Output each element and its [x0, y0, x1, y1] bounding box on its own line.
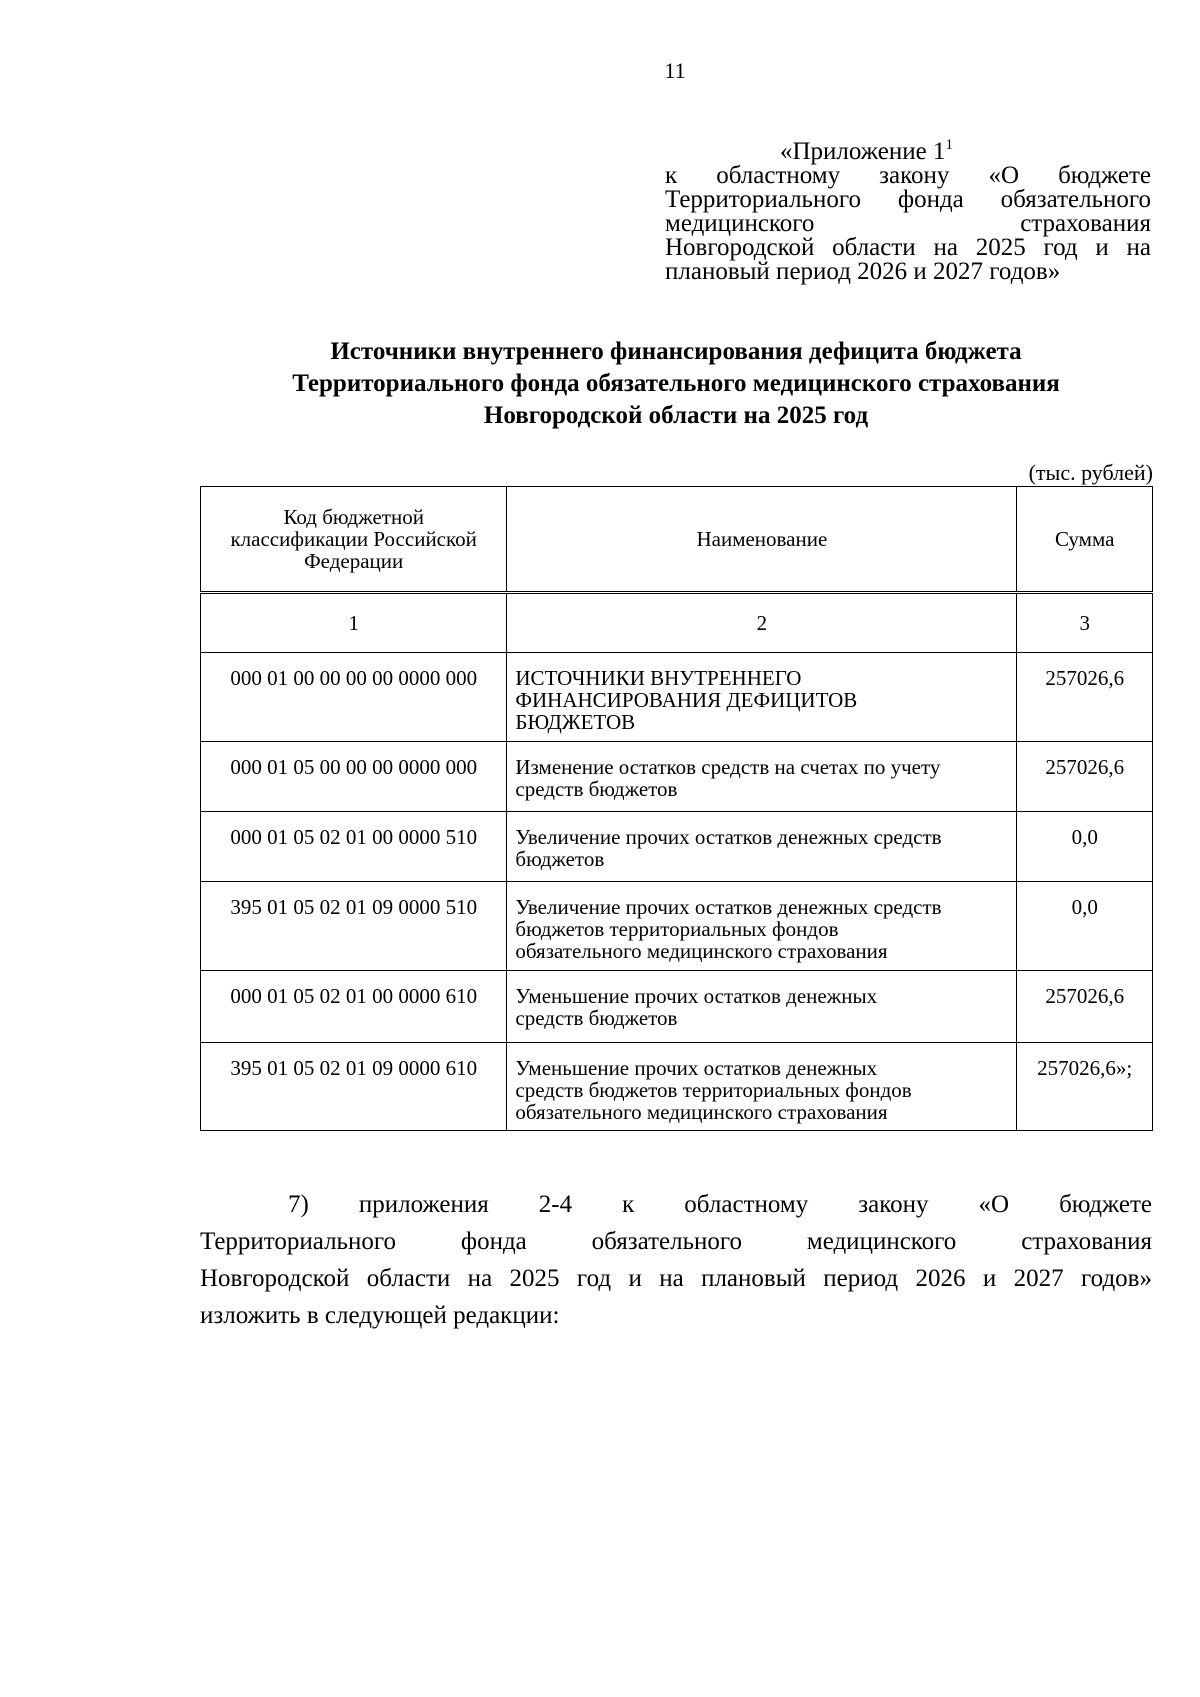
- row-name: ИСТОЧНИКИ ВНУТРЕННЕГО ФИНАНСИРОВАНИЯ ДЕФИЦИТОВ БЮДЖЕТОВ: [507, 653, 1017, 742]
- paragraph-line: 7) приложения 2-4 к областному закону «О бюджете: [288, 1191, 1152, 1218]
- appendix-line: к областному закону «О бюджете: [665, 162, 1151, 189]
- row-code: 000 01 05 00 00 00 0000 000: [201, 742, 507, 812]
- row-sum: 257026,6: [1017, 742, 1153, 812]
- header-sum: Сумма: [1017, 487, 1153, 593]
- table-row: [201, 882, 1153, 971]
- row-sum: 0,0: [1017, 882, 1153, 971]
- row-name: Изменение остатков средств на счетах по учету средств бюджетов: [507, 742, 1017, 812]
- paragraph-line: Территориального фонда обязательного медицинского страхования: [200, 1228, 1152, 1255]
- table-row: [201, 971, 1153, 1043]
- header-code: Код бюджетной классификации Российской Федерации: [201, 487, 507, 593]
- appendix-line: Территориального фонда обязательного: [665, 186, 1151, 213]
- table-row: [201, 1043, 1153, 1131]
- row-code: 395 01 05 02 01 09 0000 510: [201, 882, 507, 971]
- row-code: 395 01 05 02 01 09 0000 610: [201, 1043, 507, 1131]
- paragraph-line: Новгородской области на 2025 год и на плановый период 2026 и 2027 годов»: [200, 1265, 1152, 1292]
- column-number: 3: [1017, 593, 1153, 653]
- row-sum: 257026,6: [1017, 971, 1153, 1043]
- financing-table: [200, 486, 1153, 1131]
- row-code: 000 01 00 00 00 00 0000 000: [201, 653, 507, 742]
- row-sum: 257026,6»;: [1017, 1043, 1153, 1131]
- row-name: Увеличение прочих остатков денежных средств бюджетов: [507, 812, 1017, 882]
- row-sum: 0,0: [1017, 812, 1153, 882]
- appendix-title-line: «Приложение $1^1$: [780, 137, 953, 165]
- appendix-line: плановый период 2026 и 2027 годов»: [665, 258, 1061, 285]
- row-code: 000 01 05 02 01 00 0000 610: [201, 971, 507, 1043]
- row-sum: 257026,6: [1017, 653, 1153, 742]
- page-number: 11: [664, 58, 686, 83]
- body-paragraph: [200, 1186, 1152, 1334]
- column-number: 1: [201, 593, 507, 653]
- appendix-line: Новгородской области на 2025 год и на: [665, 234, 1151, 261]
- table-row: [201, 742, 1153, 812]
- column-number-row: [201, 593, 1153, 653]
- table-row: [201, 653, 1153, 742]
- table-header-row: [201, 487, 1153, 593]
- appendix-header: [665, 137, 1151, 285]
- row-name: Уменьшение прочих остатков денежных средств бюджетов: [507, 971, 1017, 1043]
- row-name: Уменьшение прочих остатков денежных средств бюджетов территориальных фондов обязательного медицинского страхования: [507, 1043, 1017, 1131]
- appendix-superscript: 1: [945, 137, 953, 153]
- paragraph-line: изложить в следующей редакции:: [200, 1302, 560, 1329]
- appendix-line: медицинского страхования: [665, 210, 1151, 237]
- document-title: Источники внутреннего финансирования дефицита бюджета Территориального фонда обязательного медицинского страхования Новгородской области на 2025 год: [292, 338, 1060, 429]
- row-code: 000 01 05 02 01 00 0000 510: [201, 812, 507, 882]
- units-label: (тыс. рублей): [1028, 460, 1153, 485]
- row-name: Увеличение прочих остатков денежных средств бюджетов территориальных фондов обязательного медицинского страхования: [507, 882, 1017, 971]
- header-name: Наименование: [507, 487, 1017, 593]
- table-row: [201, 812, 1153, 882]
- column-number: 2: [507, 593, 1017, 653]
